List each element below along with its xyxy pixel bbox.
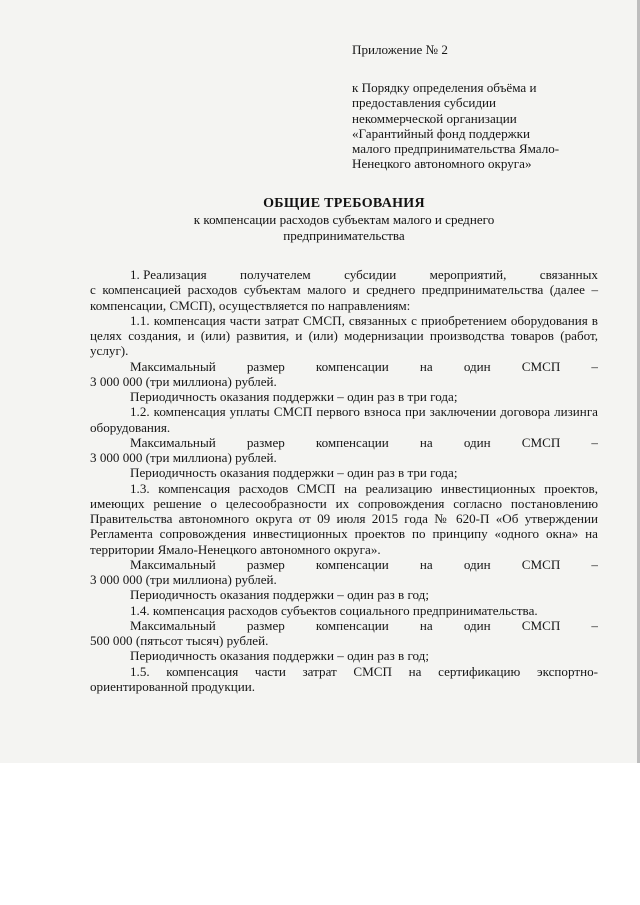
word: размер: [246, 434, 285, 450]
document-body: [90, 267, 598, 694]
max-amount: 3 000 000 (три миллиона) рублей.: [90, 572, 277, 587]
paragraph-1-first-line: [90, 267, 598, 282]
support-periodicity: Периодичность оказания поддержки – один раз в три года;: [130, 465, 458, 481]
max-compensation-line: [90, 618, 598, 633]
word: получателем: [240, 267, 311, 282]
support-periodicity: Периодичность оказания поддержки – один раз в год;: [130, 587, 429, 603]
attachment-title: Приложение № 2: [352, 42, 448, 57]
support-periodicity: Периодичность оказания поддержки – один раз в три года;: [130, 389, 458, 404]
word: компенсации: [315, 617, 389, 633]
item-1-3: 1.3. компенсация расходов СМСП на реализацию инвестиционных проектов, имеющих решение о целесообразности их сопровождения согласно постановлению Правительства автономного округа от 09 июля 2015 года № 620-П «Об утверждении Регламента сопровождения инвестиционных проектов по принципу «одного окна» на территории Ямало-Ненецкого автономного округа».: [90, 480, 598, 557]
heading-title: ОБЩИЕ ТРЕБОВАНИЯ: [263, 196, 425, 211]
max-amount: 3 000 000 (три миллиона) рублей.: [90, 450, 277, 465]
item-1-5: 1.5. компенсация части затрат СМСП на сертификацию экспортно-ориентированной продукции.: [90, 663, 598, 694]
max-compensation-line: [90, 359, 598, 374]
word: компенсации: [315, 434, 389, 450]
word: связанных: [539, 267, 598, 282]
word: размер: [246, 617, 285, 633]
item-1-2: 1.2. компенсация уплаты СМСП первого взноса при заключении договора лизинга оборудования.: [90, 404, 598, 435]
word: Максимальный: [130, 556, 216, 572]
word: СМСП: [521, 358, 561, 374]
word: –: [591, 617, 598, 633]
max-compensation-line: [90, 435, 598, 450]
word: на: [419, 358, 433, 374]
attachment-line: Ненецкого автономного округа»: [352, 156, 532, 172]
blank-margin: [0, 763, 640, 905]
attachment-line: предоставления субсидии: [352, 95, 497, 111]
attachment-line: «Гарантийный фонд поддержки: [352, 125, 531, 141]
word: СМСП: [521, 434, 561, 450]
word: размер: [246, 358, 285, 374]
word: –: [591, 434, 598, 450]
word: СМСП: [521, 556, 561, 572]
word: Максимальный: [130, 617, 216, 633]
word: один: [463, 617, 491, 633]
word: компенсации: [315, 556, 389, 572]
word: на: [419, 434, 433, 450]
attachment-line: к Порядку определения объёма и: [352, 80, 537, 95]
document-heading: [90, 195, 598, 243]
item-1-1: 1.1. компенсация части затрат СМСП, связанных с приобретением оборудования в целях создания, и (или) развития, и (или) модернизации производства товаров (работ, услуг).: [90, 312, 598, 359]
attachment-line: некоммерческой организации: [352, 110, 517, 126]
word: субсидии: [344, 267, 397, 282]
paragraph-1-rest: с компенсацией расходов субъектам малого и среднего предпринимательства (далее – компенсации, СМСП), осуществляется по направлениям:: [90, 282, 598, 313]
attachment-reference: [352, 80, 592, 172]
word: на: [419, 556, 433, 572]
word: на: [419, 617, 433, 633]
word: размер: [246, 556, 285, 572]
attachment-line: малого предпринимательства Ямало-: [352, 141, 560, 157]
word: Максимальный: [130, 358, 216, 374]
word: один: [463, 358, 491, 374]
support-periodicity: Периодичность оказания поддержки – один раз в год;: [130, 648, 429, 664]
heading-subtitle-line: к компенсации расходов субъектам малого и среднего: [193, 212, 495, 227]
word: СМСП: [521, 617, 561, 633]
item-1-4: 1.4. компенсация расходов субъектов социального предпринимательства.: [130, 602, 538, 618]
max-amount: 3 000 000 (три миллиона) рублей.: [90, 373, 277, 389]
word: 1. Реализация: [130, 267, 207, 282]
word: компенсации: [315, 358, 389, 374]
max-compensation-line: [90, 557, 598, 572]
word: один: [463, 556, 491, 572]
max-amount: 500 000 (пятьсот тысяч) рублей.: [90, 633, 269, 648]
word: Максимальный: [130, 434, 216, 450]
heading-subtitle-line: предпринимательства: [283, 227, 405, 243]
word: мероприятий,: [429, 267, 507, 282]
word: –: [591, 358, 598, 374]
word: один: [463, 434, 491, 450]
word: –: [591, 556, 598, 572]
